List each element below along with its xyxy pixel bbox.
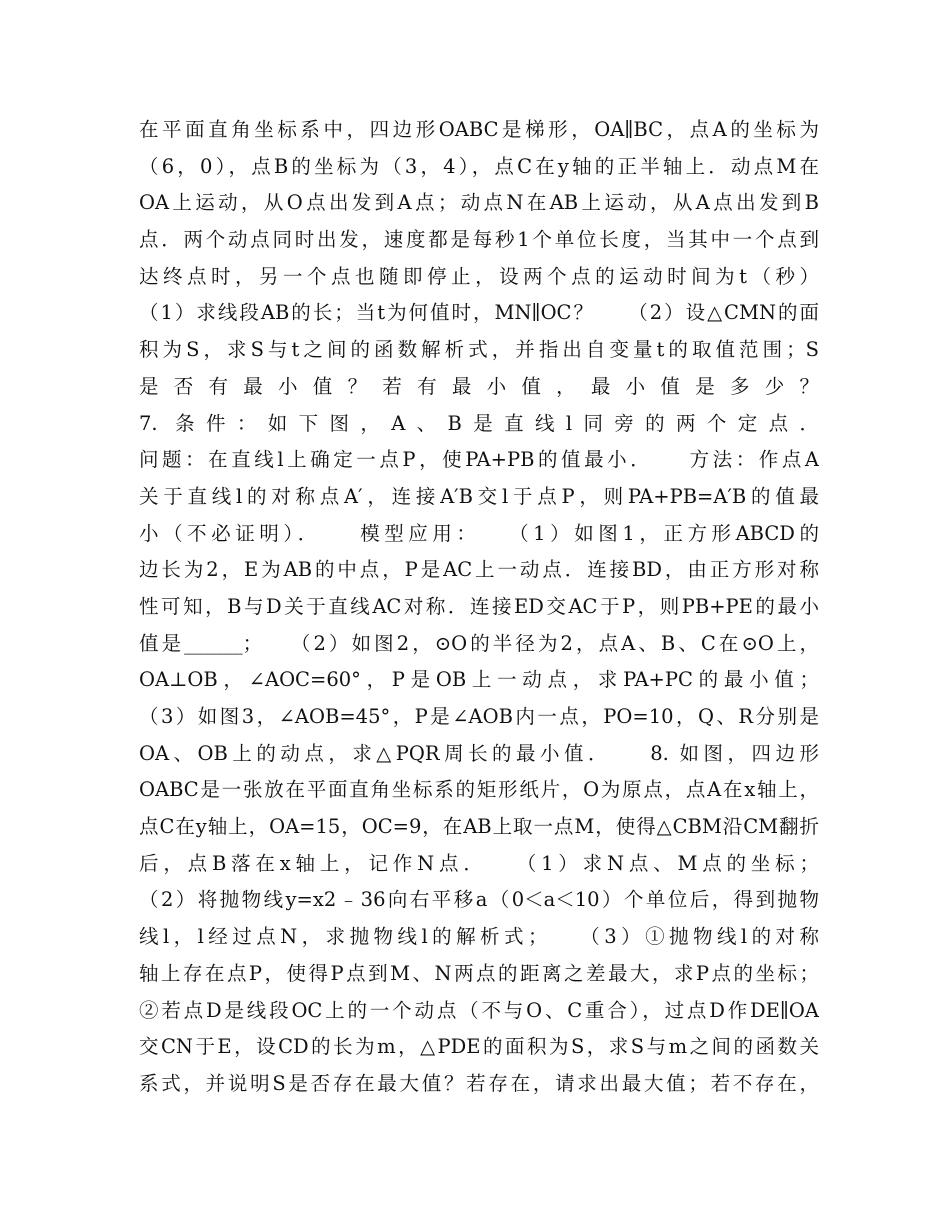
text-line: OA上运动，从O点出发到A点；动点N在AB上运动，从A点出发到B: [139, 191, 819, 215]
text-line: 点．两个动点同时出发，速度都是每秒1个单位长度，当其中一个点到: [139, 228, 819, 252]
problem-text-block: [139, 112, 819, 1103]
text-line: 积为S，求S与t之间的函数解析式，并指出自变量t的取值范围；S: [139, 338, 819, 362]
text-line: ②若点D是线段OC上的一个动点（不与O、C重合），过点D作DE∥OA: [139, 998, 819, 1022]
text-line: 小（不必证明）． 模型应用： （1）如图1，正方形ABCD的: [139, 521, 819, 545]
text-line: 交CN于E，设CD的长为m，△PDE的面积为S，求S与m之间的函数关: [139, 1035, 819, 1059]
text-line: 边长为2，E为AB的中点，P是AC上一动点．连接BD，由正方形对称: [139, 558, 819, 582]
text-line: （3）如图3，∠AOB=45°，P是∠AOB内一点，PO=10，Q、R分别是: [139, 705, 819, 728]
text-line: 在平面直角坐标系中，四边形OABC是梯形，OA∥BC，点A的坐标为: [139, 118, 819, 141]
text-line: 后，点B落在x轴上，记作N点． （1）求N点、M点的坐标；: [139, 851, 819, 875]
text-line: （1）求线段AB的长；当t为何值时，MN∥OC？ （2）设△CMN的面: [139, 301, 819, 325]
text-line: 性可知，B与D关于直线AC对称．连接ED交AC于P，则PB+PE的最小: [139, 594, 819, 618]
text-line: 是否有最小值？若有最小值，最小值是多少？: [139, 374, 819, 398]
text-line: OA⊥OB，∠AOC=60°，P是OB上一动点，求PA+PC的最小值；: [139, 668, 819, 692]
text-line: 线l，l经过点N，求抛物线l的解析式； （3）①抛物线l的对称: [139, 925, 819, 949]
text-line: （6，0），点B的坐标为（3，4），点C在y轴的正半轴上．动点M在: [139, 154, 819, 178]
text-line: （2）将抛物线y=x2﹣36向右平移a（0＜a＜10）个单位后，得到抛物: [139, 888, 819, 912]
text-line: 关于直线l的对称点A′，连接A′B交l于点P，则PA+PB=A′B的值最: [139, 484, 819, 508]
text-line: 7. 条件：如下图，A、B是直线l同旁的两个定点．: [139, 411, 819, 435]
text-line: 达终点时，另一个点也随即停止，设两个点的运动时间为t（秒）: [139, 264, 819, 288]
text-line: 系式，并说明S是否存在最大值？若存在，请求出最大值；若不存在，: [139, 1071, 819, 1095]
text-line: OA、OB上的动点，求△PQR周长的最小值． 8. 如图，四边形: [139, 741, 819, 765]
text-line: 值是______； （2）如图2，⊙O的半径为2，点A、B、C在⊙O上，: [139, 631, 819, 655]
text-line: OABC是一张放在平面直角坐标系的矩形纸片，O为原点，点A在x轴上，: [139, 778, 819, 802]
text-line: 点C在y轴上，OA=15，OC=9，在AB上取一点M，使得△CBM沿CM翻折: [139, 815, 819, 839]
text-line: 轴上存在点P，使得P点到M、N两点的距离之差最大，求P点的坐标；: [139, 961, 819, 985]
text-line: 问题：在直线l上确定一点P，使PA+PB的值最小． 方法：作点A: [139, 448, 819, 472]
